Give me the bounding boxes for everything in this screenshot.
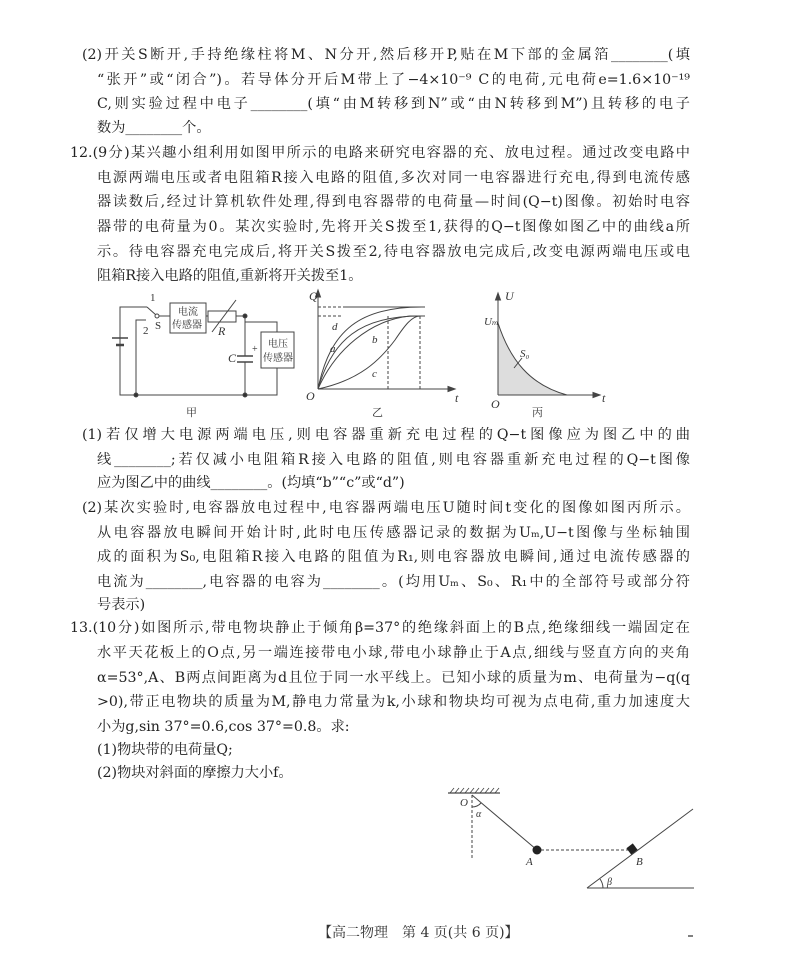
circuit-diagram <box>112 300 294 397</box>
figure-caption: 甲 <box>186 407 197 419</box>
incline-line <box>587 809 693 888</box>
q11-line: 数为________个。 <box>97 120 211 136</box>
switch-blade <box>147 307 156 315</box>
block-B <box>626 843 637 854</box>
beta-label: β <box>607 877 612 888</box>
curve-b-label: b <box>372 334 378 346</box>
figure-caption: 乙 <box>372 407 383 419</box>
t-axis-label: t <box>455 391 459 405</box>
switch-label: S <box>155 320 162 332</box>
curve-a-label: a <box>330 343 336 355</box>
q11-line: “张开”或“闭合”)。若导体分开后M带上了−4×10⁻⁹ C的电荷,元电荷e=1.6×10⁻¹⁹ <box>97 72 690 88</box>
string-line <box>472 795 537 850</box>
q12-stem-line: 器读数后,经过计算机软件处理,得到电容器带的电荷量—时间(Q−t)图像。初始时电容 <box>97 194 690 210</box>
resistor-box <box>208 311 236 322</box>
um-label: Uₘ <box>484 316 499 328</box>
q12-sub2-line: 成的面积为S₀,电阻箱R接入电路的阻值为R₁,则电容器放电瞬间,通过电流传感器的 <box>97 549 690 565</box>
q13-stem-line: 13.(10分)如图所示,带电物块静止于倾角β=37°的绝缘斜面上的B点,绝缘细线一端固定在 <box>70 620 690 636</box>
q11-line: C,则实验过程中电子________(填“由M转移到N”或“由N转移到M”)且转移的电子 <box>97 96 690 112</box>
q12-stem-line: 示。待电容器充电完成后,将开关S拨至2,待电容器放电完成后,改变电源两端电压或电 <box>97 244 690 260</box>
q12-sub1-line: (1)若仅增大电源两端电压,则电容器重新充电过程的Q−t图像应为图乙中的曲 <box>82 427 690 443</box>
point-A-label: A <box>526 856 533 868</box>
curve-d-label: d <box>332 321 338 333</box>
origin-label: O <box>491 397 500 411</box>
ut-graph <box>496 293 601 398</box>
q13-diagram <box>448 788 694 888</box>
u-axis-label: U <box>505 289 514 303</box>
q12-sub2-line: 电流为________,电容器的电容为________。(均用Uₘ、S₀、R₁中的全部符号或部分符 <box>97 574 690 590</box>
q12-stem-line: 电源两端电压或者电阻箱R接入电路的阻值,多次对同一电容器进行充电,得到电流传感 <box>97 170 690 186</box>
plus-label: + <box>252 344 258 355</box>
voltage-sensor-label: 电压 <box>268 339 288 350</box>
q12-sub2-line: 号表示) <box>97 597 146 613</box>
capacitor-label: C <box>228 351 237 365</box>
s0-label: S₀ <box>520 348 530 360</box>
point-B-label: B <box>636 856 643 868</box>
q13-stem-line: α=53°,A、B两点间距离为d且位于同一水平线上。已知小球的质量为m、电荷量为−q(q <box>97 670 690 686</box>
origin-label: O <box>306 389 315 403</box>
q12-stem-line: 器带的电荷量为0。某次实验时,先将开关S拨至1,获得的Q−t图像如图乙中的曲线a所 <box>97 219 690 235</box>
current-sensor-label: 传感器 <box>172 320 202 331</box>
q12-sub2-line: (2)某次实验时,电容器放电过程中,电容器两端电压U随时间t变化的图像如图丙所示。 <box>82 500 690 516</box>
switch-pos2-label: 2 <box>143 325 149 337</box>
qt-graph <box>316 290 456 392</box>
voltage-sensor-label: 传感器 <box>263 353 293 364</box>
q12-stem-line: 阻箱R接入电路的阻值,重新将开关拨至1。 <box>97 268 363 284</box>
point-O-label: O <box>460 797 468 809</box>
q12-stem-line: 12.(9分)某兴趣小组利用如图甲所示的电路来研究电容器的充、放电过程。通过改变电路中 <box>70 145 690 161</box>
q12-sub2-line: 从电容器放电瞬间开始计时,此时电压传感器记录的数据为Uₘ,U−t图像与坐标轴围 <box>97 525 690 541</box>
q13-stem-line: >0),带正电物块的质量为M,静电力常量为k,小球和物块均可视为点电荷,重力加速度大 <box>97 694 690 710</box>
t-axis-label: t <box>602 391 606 405</box>
curve-c-label: c <box>372 368 377 380</box>
page-footer: 【高二物理 第 4 页(共 6 页)】 <box>318 925 519 941</box>
q13-sub-line: (1)物块带的电荷量Q; <box>97 742 233 758</box>
alpha-label: α <box>476 809 482 820</box>
q12-sub1-line: 应为图乙中的曲线________。(均填“b”“c”或“d”) <box>97 475 405 491</box>
figure-caption: 丙 <box>532 407 543 419</box>
current-sensor-label: 电流 <box>178 307 198 318</box>
q13-stem-line: 小为g,sin 37°=0.6,cos 37°=0.8。求: <box>97 719 350 735</box>
resistor-label: R <box>218 324 226 338</box>
q-axis-label: Q <box>309 289 318 303</box>
shaded-area <box>498 323 567 395</box>
q13-stem-line: 水平天花板上的O点,另一端连接带电小球,带电小球静止于A点,细线与竖直方向的夹角 <box>97 645 690 661</box>
ball-A <box>533 846 542 855</box>
q11-line: (2)开关S断开,手持绝缘柱将M、N分开,然后移开P,贴在M下部的金属箔________(填 <box>82 47 690 63</box>
q12-sub1-line: 线________;若仅减小电阻箱R接入电路的阻值,则电容器重新充电过程的Q−t图像 <box>97 452 690 468</box>
q13-sub-line: (2)物块对斜面的摩擦力大小f。 <box>97 765 293 781</box>
switch-pos1-label: 1 <box>150 292 156 304</box>
